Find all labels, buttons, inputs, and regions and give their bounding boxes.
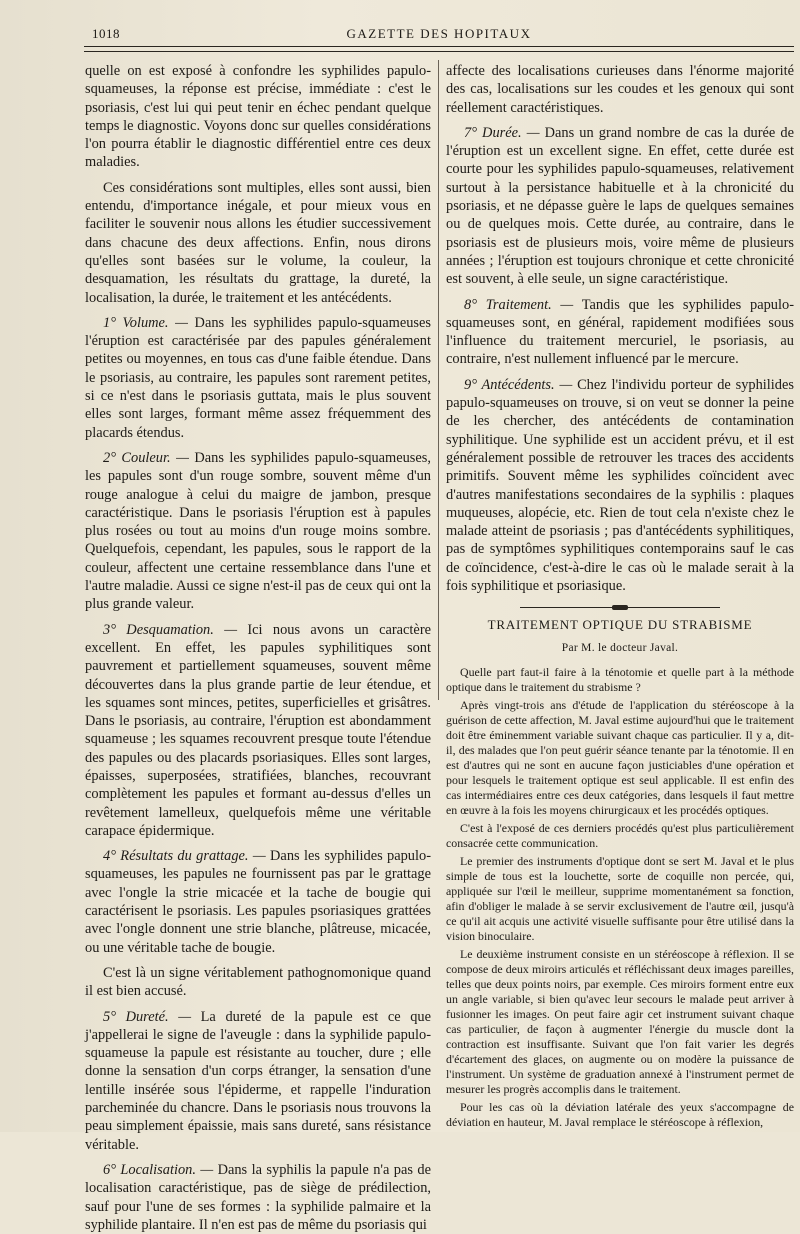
running-title: GAZETTE DES HOPITAUX [346, 26, 532, 41]
paragraph [85, 62, 431, 172]
item-title: 8° Traitement. — [464, 296, 574, 313]
paragraph: Quelle part faut-il faire à la ténotomie et quelle part à la méthode optique dans le traitement du strabisme ? [446, 664, 794, 694]
paragraph-text: Ici nous avons un caractère excellent. En effet, les papules syphilitiques sont pauvrement et partiellement squameuses, souvent même découvertes dans la plus grande partie de leur étendue, et les squames sont minces, petites, superficielles et grisâtres. Dans le psoriasis, au contraire, l'éruption est abondamment squameuse ; les squames recouvrent presque toute l'étendue des papules ou des placards psoriasiques. Elles sont larges, épaisses, superposées, stratifiées, blanches, recouvrant complètement les papules et formant au-dessus d'elles un revêtement lamelleux, quelquefois même une véritable carapace épidermique. [85, 621, 431, 839]
column-divider [438, 60, 439, 700]
paragraph-text: Dans un grand nombre de cas la durée de l'éruption est un excellent signe. En effet, cette durée est courte pour les syphilides papulo-squameuses, relativement surtout à la persistance habituelle et à la chronicité du psoriasis, et ne dépasse guère le laps de quelques semaines ou de quelques mois. Cette durée, au contraire, dans le psoriasis est de plusieurs mois, voire même de plusieurs années ; l'éruption est toujours chronique et cette chronicité est souvent, à elle seule, un signe caractéristique. [446, 124, 794, 288]
paragraph [85, 179, 431, 307]
paragraph-text: Dans les syphilides papulo-squameuses, les papules sont d'un rouge sombre, souvent même d'un rouge analogue à celui du maigre de jambon, presque caractéristique. Dans le psoriasis l'éruption est à papules plus rosées ou tout au moins d'un rouge moins sombre. Quelquefois, cependant, les papules, sous le rapport de la couleur, affectent une certaine ressemblance dans l'une et l'autre maladie. Aussi ce signe n'est-il pas de ceux qui ont la plus grande valeur. [85, 449, 431, 613]
paragraph-duree [446, 124, 794, 289]
section-separator [520, 607, 720, 608]
paragraph: Pour les cas où la déviation latérale des yeux s'accompagne de déviation en hauteur, M. Javal remplace le stéréoscope à réflexion, [446, 1099, 794, 1129]
paragraph-traitement [446, 296, 794, 369]
paragraph-localisation [85, 1161, 431, 1234]
item-title: 3° Desquamation. — [103, 621, 237, 638]
item-title: 1° Volume. — [103, 314, 188, 331]
item-title: 5° Dureté. — [103, 1008, 192, 1025]
paragraph-text: Dans les syphilides papulo-squameuses l'éruption est caractérisée par des papules généralement petites ou moyennes, en tous cas d'une faible étendue. Dans le psoriasis, au contraire, les papules sont rarement petites, si ce n'est dans le psoriasis guttata, mais le plus souvent elles sont larges, formant même assez fréquemment des placards étendus. [85, 314, 431, 441]
paragraph-antecedents [446, 376, 794, 596]
paragraph-desquamation [85, 621, 431, 841]
item-title: 4° Résultats du grattage. — [103, 848, 266, 865]
article-body [446, 665, 794, 1130]
paragraph-text: affecte des localisations curieuses dans l'énorme majorité des cas, localisations sur les coudes et les genoux qui sont réellement caractéristiques. [446, 63, 794, 116]
paragraph: Le premier des instruments d'optique dont se sert M. Javal et le plus simple de tous est la louchette, sorte de coquille non percée, qui, appliquée sur l'œil le meilleur, supprime momentanément sa fonction, afin d'obliger le malade à se servir exclusivement de l'autre œil, jusqu'à ce qu'il ait acquis une activité visuelle suffisante pour être utilisé dans la vision binoculaire. [446, 853, 794, 943]
paragraph-text: Tandis que les syphilides papulo-squameuses sont, en général, rapidement modifiées sous l'influence du traitement mercuriel, le psoriasis, au contraire, n'est nullement influencé par le mercure. [446, 296, 794, 368]
paragraph: C'est à l'exposé de ces derniers procédés qu'est plus particulièrement consacrée cette communication. [446, 820, 794, 850]
left-column [85, 62, 431, 1234]
paragraph-grattage [85, 847, 431, 957]
section-title: TRAITEMENT OPTIQUE DU STRABISME [487, 617, 753, 633]
paragraph-text: C'est là un signe véritablement pathognomonique quand il est bien accusé. [85, 964, 431, 1000]
right-column [446, 62, 794, 1130]
paragraph-text: Dans la syphilis la papule n'a pas de localisation caractéristique, pas de siège de prédilection, sauf pour l'une de ses formes : la syphilide palmaire et la syphilide plantaire. Il n'en est pas de même du psoriasis qui [85, 1161, 431, 1233]
item-title: 7° Durée. — [464, 124, 540, 141]
paragraph [446, 62, 794, 117]
byline: Par M. le docteur Javal. [561, 641, 679, 654]
item-title: 2° Couleur. — [103, 449, 189, 466]
paragraph-text: La dureté de la papule est ce que j'appellerai le signe de l'aveugle : dans la syphilide papulo-squameuse la papule est résistante au toucher, dure ; elle donne la sensation d'un corps étranger, la sensation d'une lentille insérée sous l'épiderme, et rappelle l'induration parcheminée du chancre. Dans le psoriasis nous trouvons la peau simplement épaissie, mais sans dureté, sans résistance véritable. [85, 1008, 431, 1153]
paragraph-text: quelle on est exposé à confondre les syphilides papulo-squameuses, la réponse est précise, immédiate : c'est le psoriasis, c'est lui qui peut tenir en échec pendant quelque temps le diagnostic. Voyons donc sur quelles considérations l'on pourra établir le diagnostic différentiel entre ces deux maladies. [85, 63, 431, 171]
article-strabisme [446, 607, 794, 1130]
paragraph-couleur [85, 449, 431, 614]
paragraph-volume [85, 314, 431, 442]
page-number: 1018 [92, 26, 120, 41]
paragraph-text: Chez l'individu porteur de syphilides papulo-squameuses on trouve, si on veut se donner la peine de les chercher, des antécédents de contamination syphilitique. Une syphilide est un accident prévu, et il est généralement possible de retrouver les traces des accidents primitifs. Souvent même les syphilides coïncident avec d'autres manifestations secondaires de la syphilis : plaques muqueuses, alopécie, etc. Rien de tout cela n'existe chez le malade atteint de psoriasis ; pas d'antécédents syphilitiques, pas de symptômes syphilitiques contemporains sauf le cas de coïncidence, c'est-à-dire le cas où le malade serait à la fois syphilitique et psoriasique. [446, 376, 794, 595]
paragraph [85, 964, 431, 1001]
paragraph: Le deuxième instrument consiste en un stéréoscope à réflexion. Il se compose de deux miroirs articulés et réfléchissant deux images pareilles, telles que deux points noirs, par exemple. Ces miroirs forment entre eux un angle variable, si bien qu'avec leur secours le malade peut arriver à fusionner les images. On peut faire agir cet instrument suivant chaque cas particulier, de façon à augmenter l'énergie du muscle dont la contraction est insuffisante. Suivant que l'on fait varier les degrés d'écartement des glaces, on augmente ou on modère la puissance de l'instrument. Un système de graduation annexé à l'instrument permet de mesurer les progrès accomplis dans le traitement. [446, 946, 794, 1096]
paragraph-text: Dans les syphilides papulo-squameuses, les papules ne fournissent pas par le grattage avec l'ongle la strie micacée et la tache de bougie qui caractérisent le psoriasis. Les papules psoriasiques grattées avec l'ongle donnent une strie blanche, plâtreuse, micacée, ou une véritable tache de bougie. [85, 848, 431, 956]
header-rule [84, 46, 794, 52]
page-header [84, 26, 794, 46]
item-title: 9° Antécédents. — [464, 376, 573, 393]
paragraph-text: Ces considérations sont multiples, elles sont aussi, bien entendu, d'importance inégale, et pour mieux vous en faciliter le souvenir nous allons les étudier successivement dans chacune des deux affections. Enfin, nous dirons qu'elles sont basées sur le volume, la couleur, la desquamation, les résultats du grattage, la dureté, la localisation, la durée, le traitement et les antécédents. [85, 179, 431, 306]
paragraph: Après vingt-trois ans d'étude de l'application du stéréoscope à la guérison de cette affection, M. Javal estime aujourd'hui que le traitement doit être éminemment variable suivant chaque cas particulier. Il y a, dit-il, des malades que l'on peut guérir séance tenante par la ténotomie. Il en est d'autres qui ne sont en aucune façon justiciables d'une opération et pour lesquels le traitement optique est seul applicable. Il est enfin des cas intermédiaires entre ces deux catégories, dans lesquels il faut mettre en œuvre à la fois les moyens chirurgicaux et les procédés optiques. [446, 697, 794, 817]
item-title: 6° Localisation. — [103, 1161, 214, 1178]
